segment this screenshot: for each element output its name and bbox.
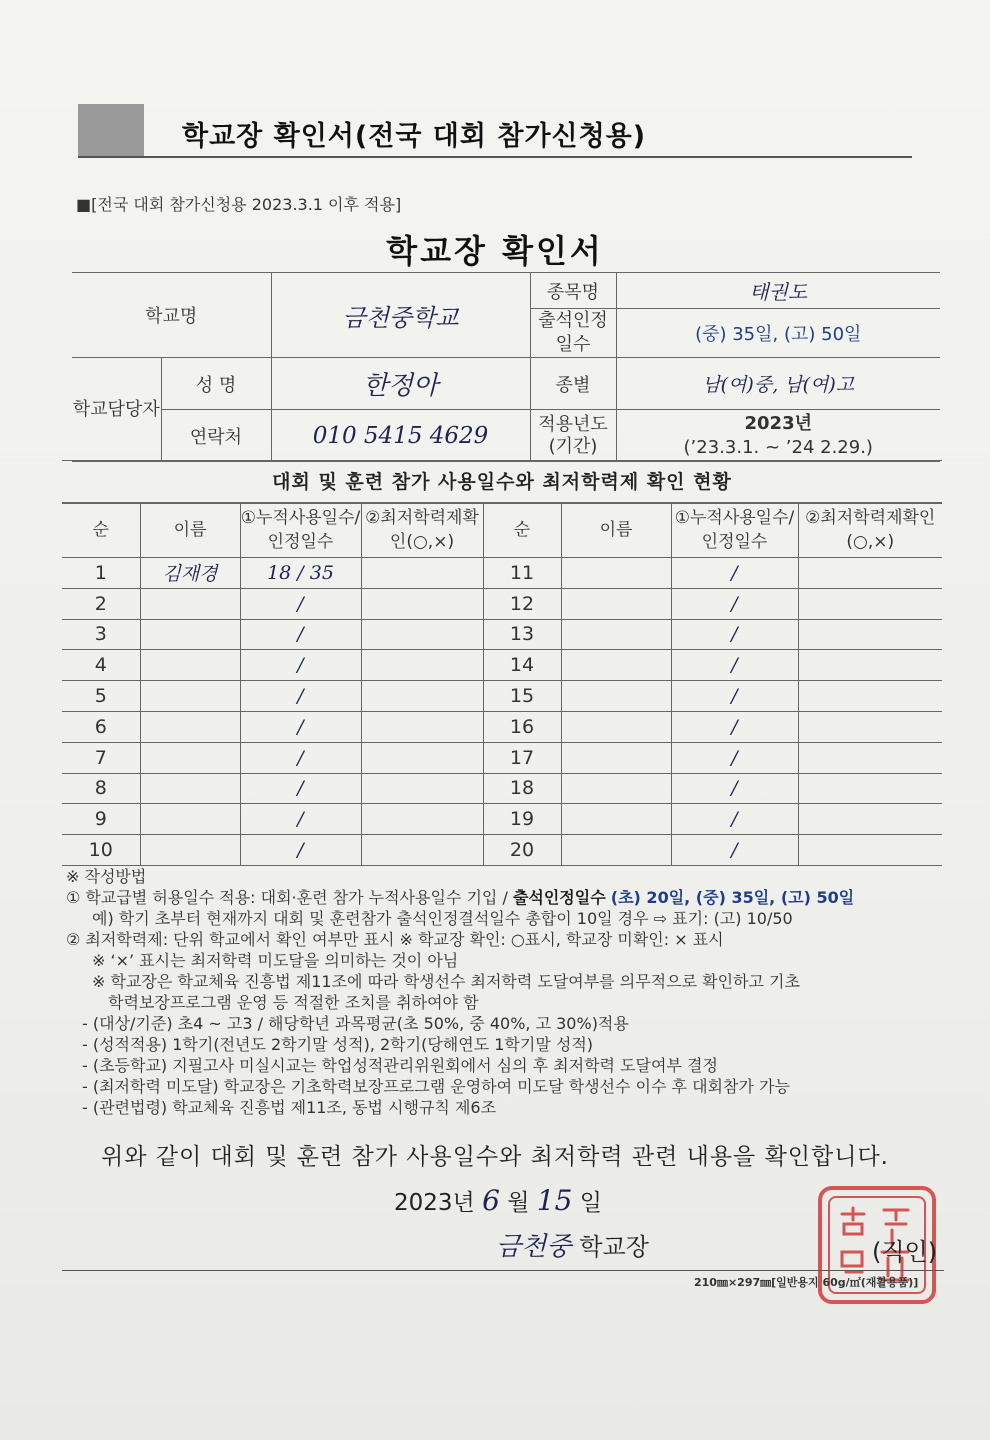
- row-check: [361, 742, 483, 773]
- header-rule: [78, 156, 912, 158]
- row-check: [798, 588, 942, 619]
- table-row: [62, 588, 942, 619]
- instruction-dash-2: - (성적적용) 1학기(전년도 2학기말 성적), 2학기(당해연도 1학기말 성적): [82, 1035, 594, 1054]
- header-no: 순: [483, 503, 561, 558]
- athlete-table: [62, 502, 942, 866]
- row-check: [798, 650, 942, 681]
- seal-label: (직인): [872, 1238, 938, 1266]
- year-period: (’23.3.1. ~ ’24 2.29.): [683, 436, 873, 458]
- row-no: 8: [62, 773, 140, 804]
- row-days: /: [240, 681, 361, 712]
- school-label: 학교명: [72, 273, 271, 358]
- row-days: /: [671, 835, 798, 866]
- instruction-note-2-cont: 학력보장프로그램 운영 등 적절한 조치를 취하여야 함: [108, 993, 479, 1012]
- row-name: [140, 742, 240, 773]
- bottom-rule: [62, 1270, 944, 1271]
- page-title: 학교장 확인서: [386, 232, 604, 270]
- row-days: 18 / 35: [240, 558, 361, 589]
- row-check: [361, 835, 483, 866]
- row-name: [561, 742, 671, 773]
- row-check: [798, 681, 942, 712]
- table-row: [62, 804, 942, 835]
- header-title: 학교장 확인서(전국 대회 참가신청용): [182, 121, 647, 152]
- instruction-dash-3: - (초등학교) 지필고사 미실시교는 학업성적관리위원회에서 심의 후 최저학력 도달여부 결정: [82, 1056, 718, 1075]
- row-name: [561, 619, 671, 650]
- header-bar: [78, 104, 144, 158]
- paper-spec-footnote: 210㎜×297㎜[일반용지 60g/㎡(재활용품)]: [694, 1276, 919, 1289]
- row-check: [798, 773, 942, 804]
- table-row: [62, 558, 942, 589]
- date-day: 15: [536, 1184, 573, 1217]
- row-check: [361, 804, 483, 835]
- row-no: 5: [62, 681, 140, 712]
- header-no: 순: [62, 503, 140, 558]
- header-name: 이름: [561, 503, 671, 558]
- row-no: 19: [483, 804, 561, 835]
- row-days: /: [240, 711, 361, 742]
- row-check: [798, 711, 942, 742]
- header-name: 이름: [140, 503, 240, 558]
- row-name: [561, 804, 671, 835]
- row-no: 20: [483, 835, 561, 866]
- row-days: /: [671, 558, 798, 589]
- table-row: [62, 773, 942, 804]
- signature-title: 학교장: [579, 1233, 649, 1261]
- sport-label: 종목명: [530, 273, 616, 309]
- instruction-example: 예) 학기 초부터 현재까지 대회 및 훈련참가 출석인정결석일수 총합이 10일 경우 ⇨ 표기: (고) 10/50: [92, 909, 793, 928]
- row-check: [361, 773, 483, 804]
- table-row: [62, 619, 942, 650]
- row-no: 7: [62, 742, 140, 773]
- row-name: [140, 588, 240, 619]
- row-check: [361, 650, 483, 681]
- row-days: /: [671, 650, 798, 681]
- row-name: [561, 835, 671, 866]
- year-cell: [616, 410, 940, 462]
- row-name: 김재경: [140, 558, 240, 589]
- row-name: [140, 773, 240, 804]
- confirmation-statement: 위와 같이 대회 및 훈련 참가 사용일수와 최저학력 관련 내용을 확인합니다.: [101, 1144, 889, 1170]
- attendance-value: (중) 35일, (고) 50일: [616, 309, 940, 358]
- row-days: /: [671, 681, 798, 712]
- row-no: 6: [62, 711, 140, 742]
- instructions-title: ※ 작성방법: [66, 867, 147, 886]
- contact-label: 연락처: [161, 410, 271, 462]
- gender-value: 남(여)중, 남(여)고: [616, 358, 940, 410]
- table-header-row: [62, 503, 942, 558]
- table-row: [62, 711, 942, 742]
- row-days: /: [240, 742, 361, 773]
- row-no: 12: [483, 588, 561, 619]
- header-days: ①누적사용일수/인정일수: [671, 503, 798, 558]
- row-days: /: [671, 711, 798, 742]
- row-no: 11: [483, 558, 561, 589]
- table-row: [62, 681, 942, 712]
- instructions: [66, 866, 946, 1118]
- row-name: [561, 588, 671, 619]
- row-no: 17: [483, 742, 561, 773]
- gender-label: 종별: [530, 358, 616, 410]
- row-check: [361, 558, 483, 589]
- row-no: 2: [62, 588, 140, 619]
- manager-label: 학교담당자: [72, 358, 161, 462]
- instruction-item-2: ② 최저학력제: 단위 학교에서 확인 여부만 표시 ※ 학교장 확인: ○표시, 학교장 미확인: × 표시: [66, 930, 724, 949]
- row-no: 13: [483, 619, 561, 650]
- row-days: /: [671, 773, 798, 804]
- row-name: [140, 619, 240, 650]
- row-days: /: [671, 588, 798, 619]
- name-value: 한정아: [271, 358, 530, 410]
- row-no: 10: [62, 835, 140, 866]
- row-check: [798, 619, 942, 650]
- row-name: [140, 835, 240, 866]
- school-value: 금천중학교: [271, 273, 530, 358]
- instruction-item-1: ① 학교급별 허용일수 적용: 대회·훈련 참가 누적사용일수 기입 / 출석인정일수 (초) 20일, (중) 35일, (고) 50일: [66, 888, 855, 907]
- row-name: [140, 804, 240, 835]
- row-check: [361, 711, 483, 742]
- row-name: [561, 711, 671, 742]
- row-check: [361, 681, 483, 712]
- row-days: /: [671, 742, 798, 773]
- date-month-label: 월: [507, 1190, 530, 1216]
- header-check: ②최저학력제확인(○,×): [361, 503, 483, 558]
- row-no: 1: [62, 558, 140, 589]
- row-no: 9: [62, 804, 140, 835]
- row-days: /: [240, 588, 361, 619]
- year-label: 적용년도(기간): [530, 410, 616, 462]
- header-check: ②최저학력제확인(○,×): [798, 503, 942, 558]
- row-no: 15: [483, 681, 561, 712]
- row-days: /: [671, 804, 798, 835]
- instruction-note-2: ※ 학교장은 학교체육 진흥법 제11조에 따라 학생선수 최저학력 도달여부를 의무적으로 확인하고 기초: [92, 972, 800, 991]
- instruction-dash-5: - (관련법령) 학교체육 진흥법 제11조, 동법 시행규칙 제6조: [82, 1098, 497, 1117]
- instruction-dash-4: - (최저학력 미도달) 학교장은 기초학력보장프로그램 운영하여 미도달 학생선수 이수 후 대회참가 가능: [82, 1077, 790, 1096]
- row-name: [140, 650, 240, 681]
- signature-school: 금천중: [496, 1232, 572, 1262]
- info-table: [72, 272, 940, 462]
- row-no: 4: [62, 650, 140, 681]
- instruction-dash-1: - (대상/기준) 초4 ~ 고3 / 해당학년 과목평균(초 50%, 중 40%, 고 30%)적용: [82, 1014, 629, 1033]
- row-no: 3: [62, 619, 140, 650]
- date-line: [394, 1184, 602, 1217]
- table-row: [62, 742, 942, 773]
- name-label: 성 명: [161, 358, 271, 410]
- row-name: [561, 558, 671, 589]
- row-name: [561, 773, 671, 804]
- date-month: 6: [482, 1184, 500, 1217]
- table-row: [62, 835, 942, 866]
- row-name: [140, 681, 240, 712]
- row-check: [361, 619, 483, 650]
- row-days: /: [240, 804, 361, 835]
- row-check: [798, 835, 942, 866]
- table-row: [62, 650, 942, 681]
- row-name: [561, 681, 671, 712]
- date-day-label: 일: [579, 1190, 602, 1216]
- header-days: ①누적사용일수/인정일수: [240, 503, 361, 558]
- row-name: [561, 650, 671, 681]
- row-days: /: [240, 773, 361, 804]
- row-check: [798, 804, 942, 835]
- section-heading: 대회 및 훈련 참가 사용일수와 최저학력제 확인 현황: [62, 460, 942, 504]
- row-days: /: [671, 619, 798, 650]
- attendance-label: 출석인정일수: [530, 309, 616, 358]
- principal-signature: [496, 1226, 649, 1263]
- row-days: /: [240, 650, 361, 681]
- sport-value: 태권도: [616, 273, 940, 309]
- year-value: 2023년: [744, 412, 812, 434]
- row-check: [798, 742, 942, 773]
- applicability-note: ■[전국 대회 참가신청용 2023.3.1 이후 적용]: [76, 195, 402, 214]
- row-name: [140, 711, 240, 742]
- row-days: /: [240, 835, 361, 866]
- row-no: 18: [483, 773, 561, 804]
- row-no: 14: [483, 650, 561, 681]
- date-year: 2023년: [394, 1190, 475, 1216]
- instruction-note-1: ※ ‘×’ 표시는 최저학력 미도달을 의미하는 것이 아님: [92, 951, 459, 970]
- row-days: /: [240, 619, 361, 650]
- row-check: [361, 588, 483, 619]
- row-check: [798, 558, 942, 589]
- row-no: 16: [483, 711, 561, 742]
- contact-value: 010 5415 4629: [271, 410, 530, 462]
